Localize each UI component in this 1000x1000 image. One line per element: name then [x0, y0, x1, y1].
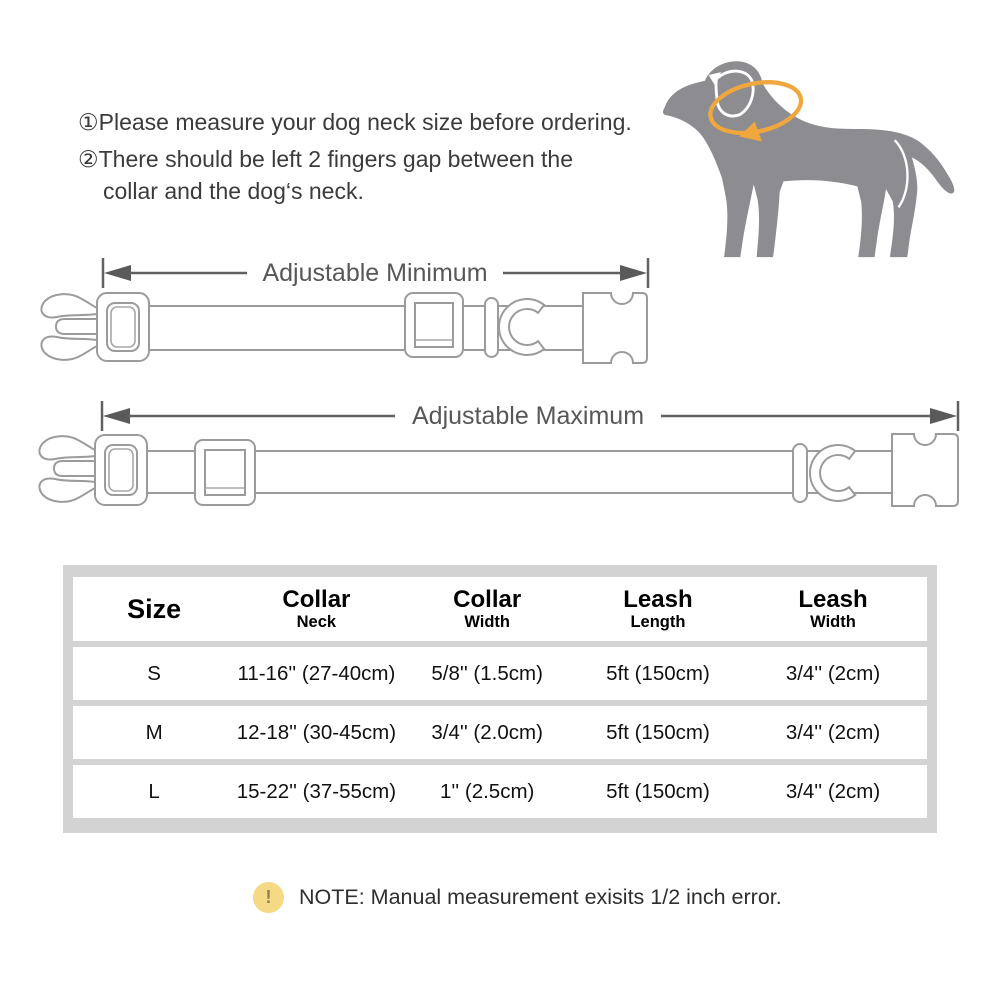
exclamation-icon: !: [253, 882, 284, 913]
buckle-male-icon: [583, 293, 647, 363]
table-row-l: [73, 765, 927, 818]
arrow-right-icon: [930, 408, 957, 424]
cell-leash-length: 5ft (150cm): [606, 720, 710, 744]
note-text: NOTE: Manual measurement exisits 1/2 inch error.: [299, 885, 782, 909]
header-collar-neck: Collar Neck: [282, 586, 351, 631]
max-dimension-line: [95, 399, 963, 433]
dog-svg: [655, 48, 957, 264]
min-dimension-label: Adjustable Minimum: [262, 259, 488, 287]
strap: [135, 306, 595, 350]
table-row-s: [73, 647, 927, 700]
cell-collar-neck: 11-16'' (27-40cm): [237, 661, 396, 685]
keeper-icon: [485, 298, 498, 357]
arrow-right-icon: [620, 265, 647, 281]
note: [253, 882, 782, 913]
buckle-prong-center: [54, 461, 95, 476]
table-header-row: [73, 577, 927, 641]
cell-leash-width: 3/4'' (2cm): [785, 720, 881, 744]
dog-ear: [716, 71, 753, 116]
cell-collar-width: 3/4'' (2.0cm): [431, 720, 543, 744]
collar-diagram-minimum: [35, 290, 655, 366]
table-row-m: [73, 706, 927, 759]
cell-size: M: [145, 720, 163, 744]
arrow-left-icon: [103, 408, 130, 424]
instruction-line-1: ①Please measure your dog neck size before ordering.: [78, 109, 632, 135]
buckle-prong-top: [41, 294, 97, 317]
cell-leash-length: 5ft (150cm): [606, 661, 710, 685]
buckle-male-icon: [892, 434, 958, 506]
cell-collar-neck: 15-22'' (37-55cm): [236, 779, 397, 803]
keeper-icon: [793, 444, 807, 502]
buckle-prong-center: [56, 319, 97, 334]
max-dimension-label: Adjustable Maximum: [411, 402, 645, 430]
cell-leash-width: 3/4'' (2cm): [785, 779, 881, 803]
header-collar-width: Collar Width: [453, 586, 522, 631]
header-leash-width: Leash Width: [798, 586, 868, 631]
collar-diagram-maximum: [28, 430, 963, 510]
buckle-prong-bottom: [39, 478, 95, 501]
min-dimension-line: [95, 256, 656, 290]
cell-collar-width: 5/8'' (1.5cm): [431, 661, 543, 685]
cell-collar-width: 1'' (2.5cm): [439, 779, 535, 803]
header-size: Size: [127, 593, 182, 624]
dog-silhouette: [663, 61, 954, 257]
cell-size: S: [147, 661, 161, 685]
cell-leash-width: 3/4'' (2cm): [785, 661, 881, 685]
arrow-left-icon: [104, 265, 131, 281]
header-leash-length: Leash Length: [623, 586, 693, 631]
cell-size: L: [148, 779, 160, 803]
measuring-instructions: [78, 106, 678, 207]
cell-collar-neck: 12-18'' (30-45cm): [236, 720, 397, 744]
instruction-line-3: collar and the dog‘s neck.: [103, 178, 364, 204]
dog-illustration: [655, 48, 957, 264]
size-table: [63, 565, 937, 833]
cell-leash-length: 5ft (150cm): [606, 779, 710, 803]
buckle-prong-top: [39, 436, 95, 459]
buckle-prong-bottom: [41, 336, 97, 359]
instruction-line-2: ②There should be left 2 fingers gap between the: [78, 146, 573, 172]
